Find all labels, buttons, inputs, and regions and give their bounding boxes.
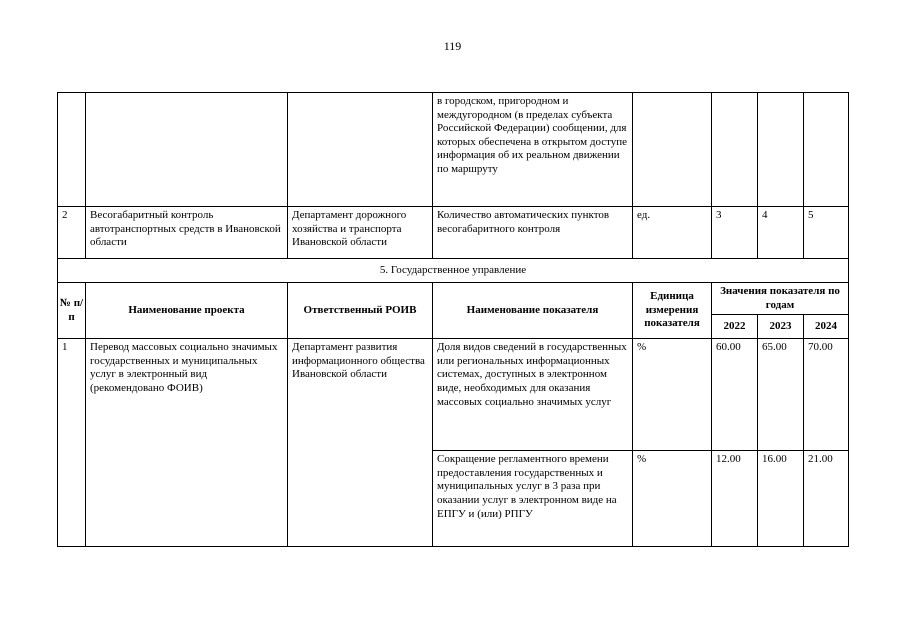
cell-2024: 70.00 — [804, 339, 849, 451]
cell-num — [58, 93, 86, 207]
cell-unit — [633, 93, 712, 207]
page-number: 119 — [443, 39, 462, 53]
header-roiv: Ответственный РОИВ — [288, 283, 433, 339]
cell-2023 — [758, 93, 804, 207]
header-year-2023: 2023 — [758, 315, 804, 339]
cell-indicator: в городском, пригородном и междугородном (в пределах субъекта Российской Федерации) сообщении, для которых обеспечена в открытом доступе информация об их реальном движении по маршруту — [433, 93, 633, 207]
cell-unit: % — [633, 451, 712, 547]
cell-2024 — [804, 93, 849, 207]
cell-2023: 4 — [758, 207, 804, 259]
header-num: № п/п — [58, 283, 86, 339]
cell-2024: 5 — [804, 207, 849, 259]
table-row-continuation — [58, 93, 849, 207]
header-unit: Единица измерения показателя — [633, 283, 712, 339]
cell-roiv: Департамент развития информационного общества Ивановской области — [288, 339, 433, 547]
cell-2022: 12.00 — [712, 451, 758, 547]
cell-indicator: Количество автоматических пунктов весогабаритного контроля — [433, 207, 633, 259]
header-values: Значения показателя по годам — [712, 283, 849, 315]
table-row — [58, 339, 849, 451]
cell-2023: 16.00 — [758, 451, 804, 547]
cell-project: Перевод массовых социально значимых государственных и муниципальных услуг в электронный вид (рекомендовано ФОИВ) — [86, 339, 288, 547]
cell-roiv — [288, 93, 433, 207]
cell-roiv: Департамент дорожного хозяйства и транспорта Ивановской области — [288, 207, 433, 259]
header-indicator: Наименование показателя — [433, 283, 633, 339]
cell-2022: 3 — [712, 207, 758, 259]
cell-2024: 21.00 — [804, 451, 849, 547]
cell-2022 — [712, 93, 758, 207]
cell-indicator: Сокращение регламентного времени предоставления государственных и муниципальных услуг в 3 раза при оказании услуг в электронном виде на ЕПГУ и (или) РПГУ — [433, 451, 633, 547]
cell-unit: ед. — [633, 207, 712, 259]
header-row — [58, 283, 849, 315]
cell-num: 2 — [58, 207, 86, 259]
cell-project: Весогабаритный контроль автотранспортных средств в Ивановской области — [86, 207, 288, 259]
cell-project — [86, 93, 288, 207]
header-year-2022: 2022 — [712, 315, 758, 339]
header-year-2024: 2024 — [804, 315, 849, 339]
cell-num: 1 — [58, 339, 86, 547]
cell-indicator: Доля видов сведений в государственных или региональных информационных системах, доступных в электронном виде, необходимых для оказания массовых социально значимых услуг — [433, 339, 633, 451]
section-title: 5. Государственное управление — [58, 259, 849, 283]
cell-2023: 65.00 — [758, 339, 804, 451]
header-project: Наименование проекта — [86, 283, 288, 339]
table-row — [58, 207, 849, 259]
indicators-table — [57, 92, 849, 547]
cell-unit: % — [633, 339, 712, 451]
section-row — [58, 259, 849, 283]
cell-2022: 60.00 — [712, 339, 758, 451]
